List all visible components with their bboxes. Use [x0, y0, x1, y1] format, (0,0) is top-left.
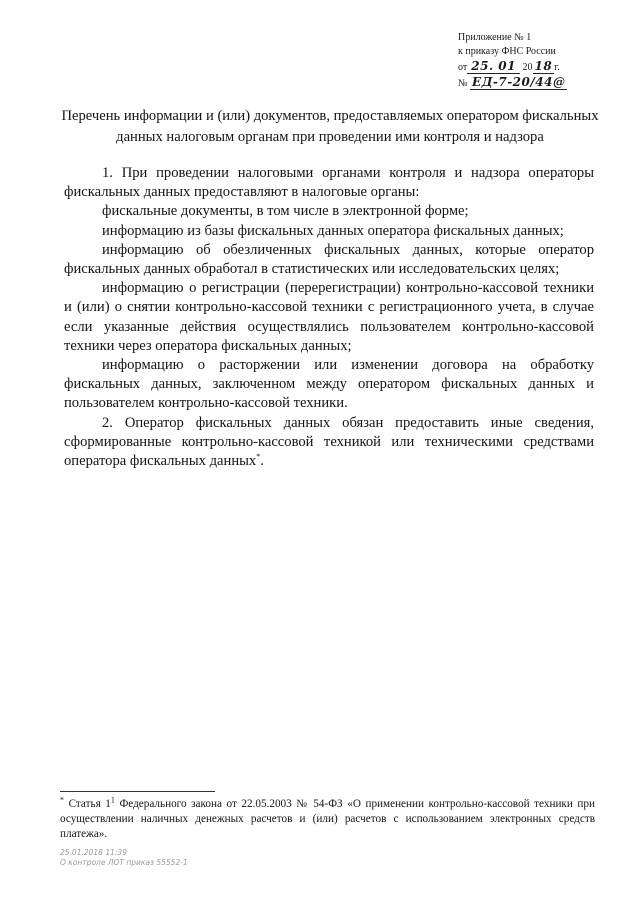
date-day-handwritten: 25. 01	[467, 59, 520, 74]
footnote-asterisk: *	[60, 795, 64, 805]
number-handwritten: ЕД-7-20/44@	[472, 75, 566, 89]
print-stamp-line-1: 25.01.2018 11:39	[60, 848, 127, 857]
footnote	[60, 797, 595, 842]
list-item-registration-info: информацию о регистрации (перерегистрации) контрольно-кассовой техники и (или) о снятии контрольно-кассовой техники с регистрационного учета, в случае если указанные действия осуществлялись пользователем контрольно-кассовой техники через оператора фискальных данных;	[64, 280, 594, 354]
date-suffix: г.	[554, 62, 560, 73]
footnote-text-after: Федерального закона от 22.05.2003 № 54-ФЗ «О применении контрольно-кассовой техники при осуществлении наличных денежных расчетов и (или) расчетов с использованием электронных средств платежа».	[60, 798, 595, 840]
print-stamp	[60, 848, 188, 868]
paragraph-2-text: 2. Оператор фискальных данных обязан предоставить иные сведения, сформированные контрольно-кассовой техникой или техническими средствами оператора фискальных данных	[64, 414, 594, 470]
list-item-contract-info: информацию о расторжении или изменении договора на обработку фискальных данных, заключенном между оператором фискальных данных и пользователем контрольно-кассовой техники.	[64, 357, 594, 412]
paragraph-2: 2. Оператор фискальных данных обязан предоставить иные сведения, сформированные контрольно-кассовой техникой или техническими средствами оператора фискальных данных*.	[64, 414, 594, 470]
list-item-fiscal-documents: фискальные документы, в том числе в электронной форме;	[102, 203, 469, 220]
number-prefix: №	[458, 78, 468, 89]
footnote-marker: *	[256, 452, 261, 462]
date-prefix: от	[458, 62, 468, 73]
footnote-text-before: Статья 1	[64, 798, 111, 810]
paragraph-1: 1. При проведении налоговыми органами контроля и надзора операторы фискальных данных предоставляют в налоговые органы:	[64, 165, 594, 201]
document-title: Перечень информации и (или) документов, предоставляемых оператором фискальных данных налоговым органам при проведении ими контроля и надзора	[61, 108, 599, 145]
list-item-anonymized-data: информацию об обезличенных фискальных данных, которые оператор фискальных данных обработал в статистических или исследовательских целях;	[64, 241, 594, 278]
order-reference: к приказу ФНС России	[458, 46, 556, 57]
appendix-header	[458, 31, 618, 91]
footnote-divider	[60, 791, 215, 792]
print-stamp-line-2: О контроле ЛОТ приказ 55552-1	[60, 858, 188, 867]
list-item-database-info: информацию из базы фискальных данных оператора фискальных данных;	[102, 222, 564, 239]
document-body	[64, 164, 594, 471]
order-number	[458, 75, 618, 91]
footnote-superscript: 1	[110, 795, 115, 805]
date-year-handwritten: 18	[534, 59, 553, 73]
date-year-prefix: 20	[522, 62, 533, 73]
order-date	[458, 59, 618, 75]
appendix-number: Приложение № 1	[458, 32, 532, 43]
